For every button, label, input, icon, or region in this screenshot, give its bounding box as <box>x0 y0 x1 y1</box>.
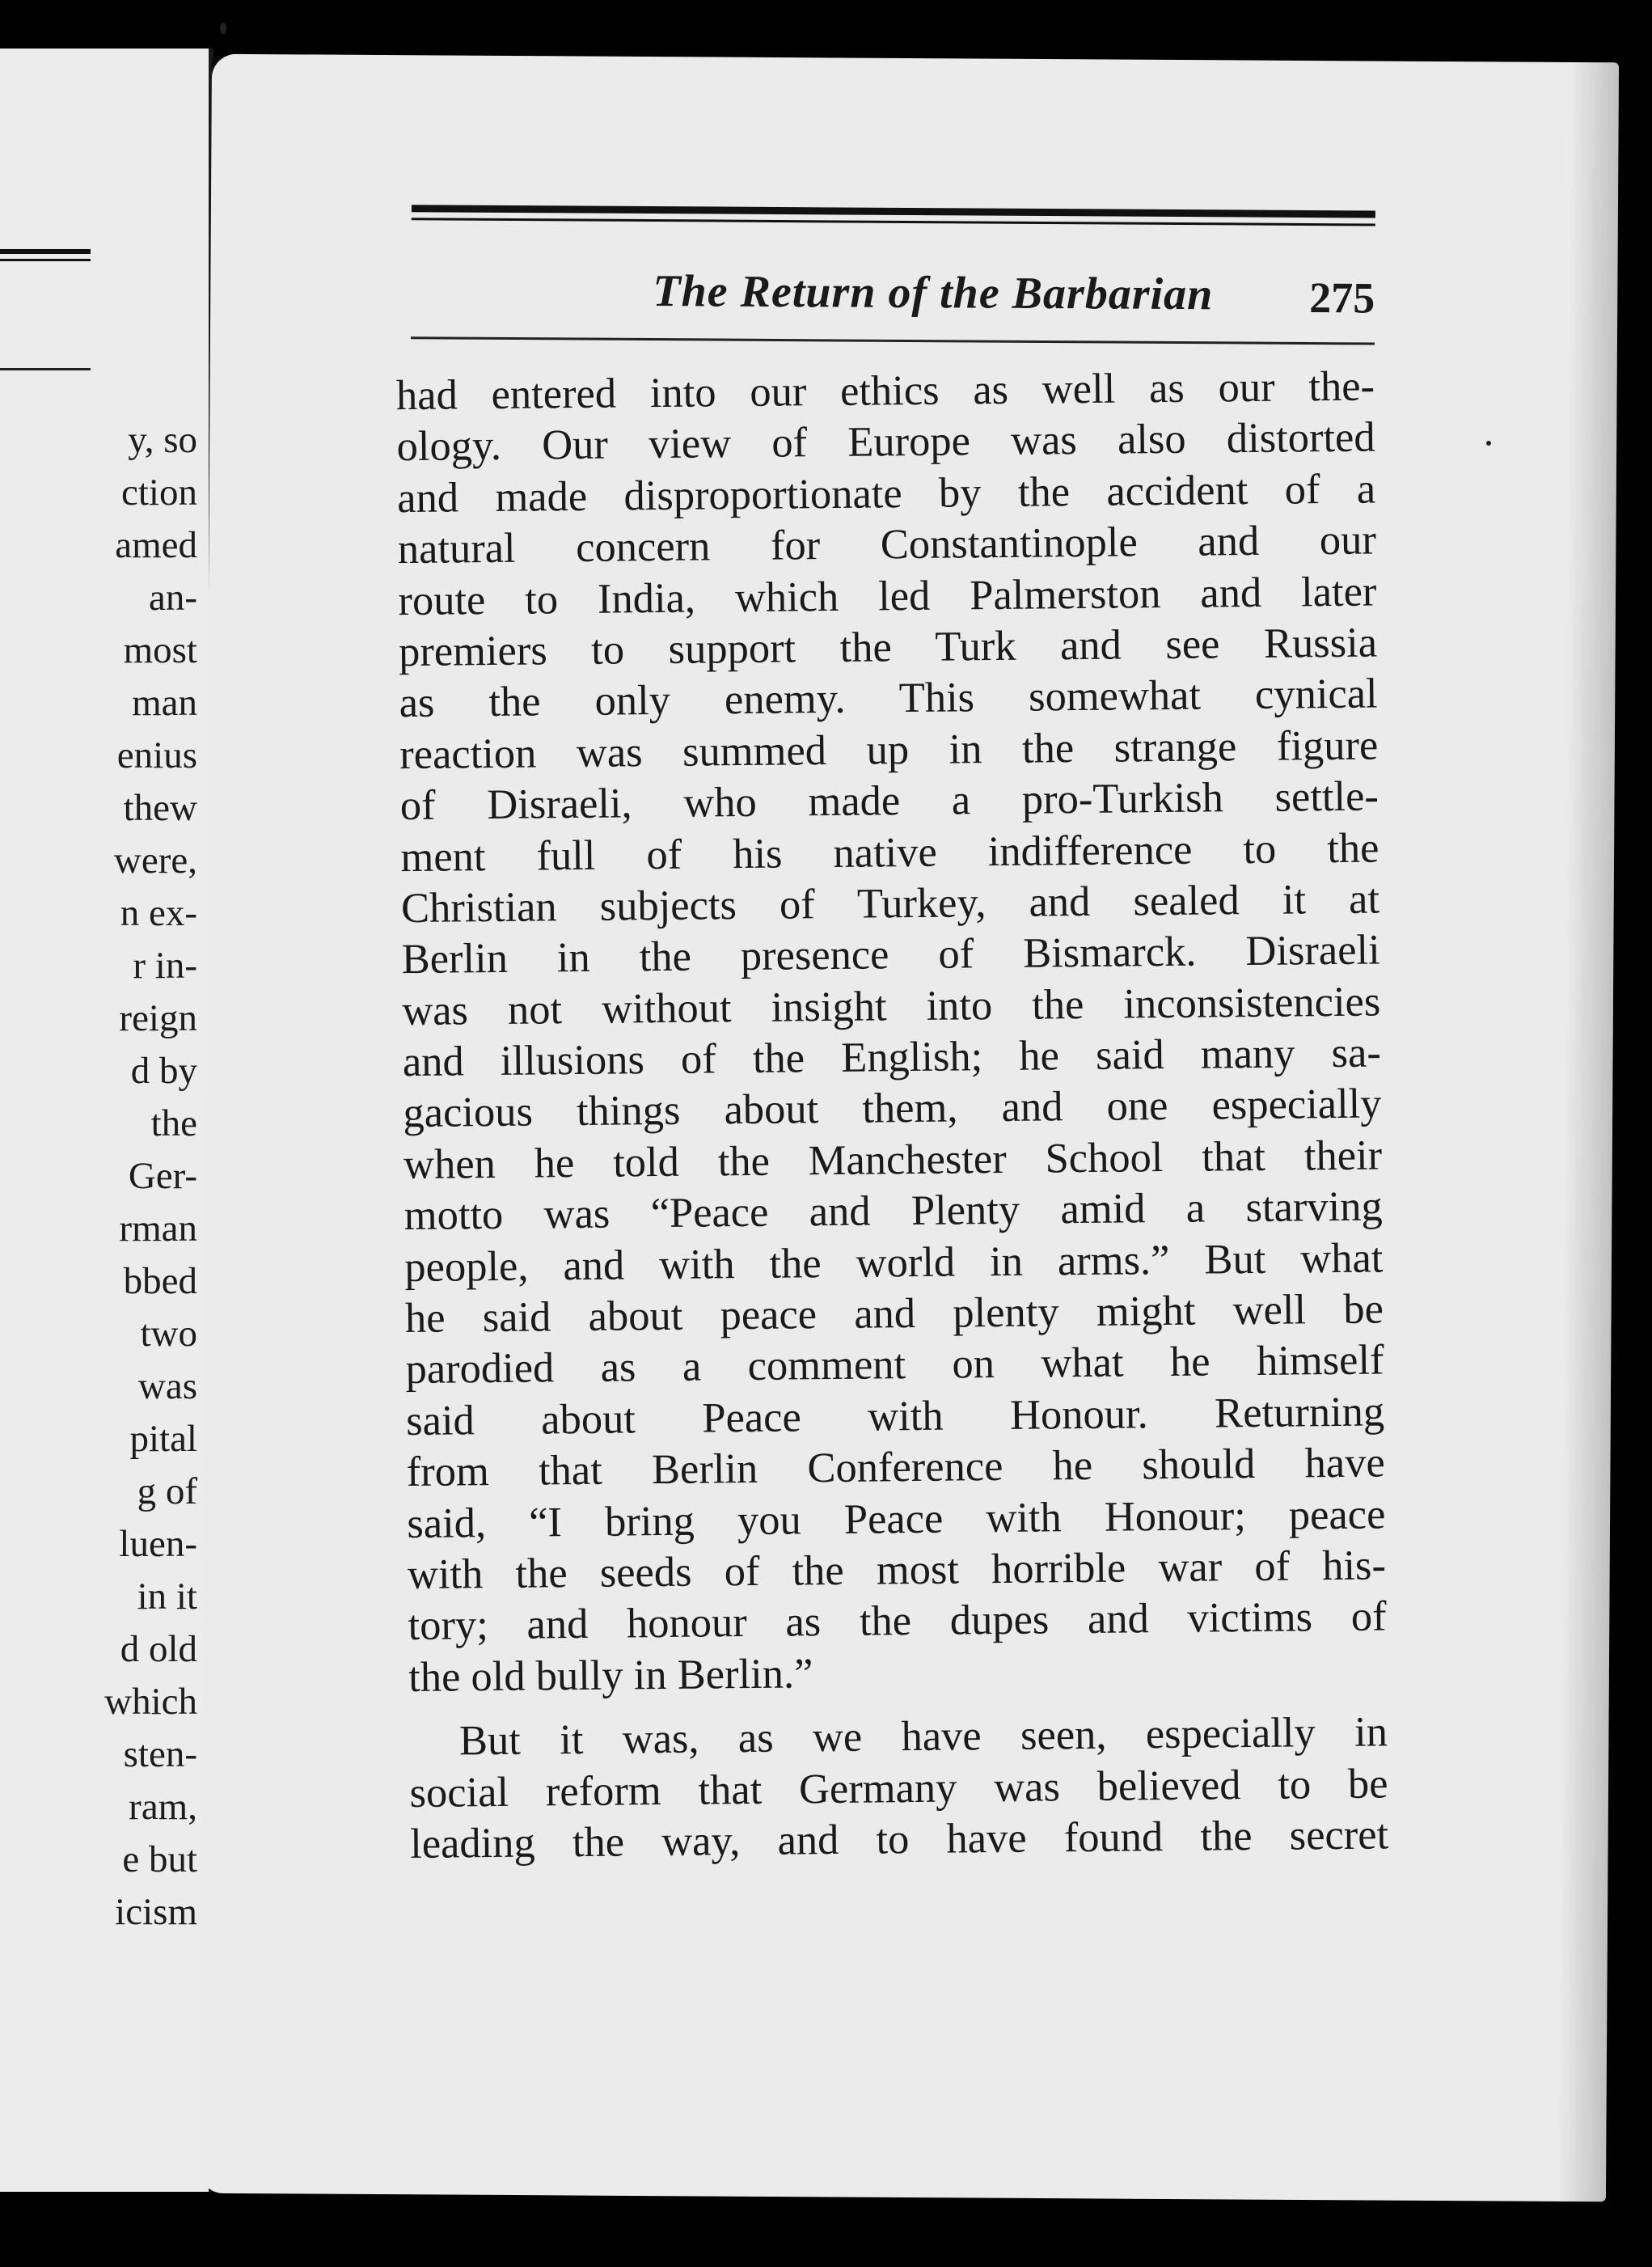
left-page-line: icism <box>115 1891 197 1933</box>
left-page-line: Ger- <box>128 1155 197 1197</box>
paragraph-2 <box>409 1707 1389 1871</box>
text-line: ment full of his native indifference to the <box>400 823 1379 881</box>
left-page-line: n ex- <box>120 892 197 934</box>
text-line: of Disraeli, who made a pro-Turkish settle- <box>399 772 1379 830</box>
text-line: social reform that Germany was believed to be <box>409 1759 1388 1817</box>
text-line: reaction was summed up in the strange figure <box>399 721 1379 778</box>
left-page-line: were, <box>113 840 197 882</box>
text-line: Berlin in the presence of Bismarck. Disraeli <box>401 926 1380 983</box>
running-head <box>411 264 1375 334</box>
text-line: with the seeds of the most horrible war of his- <box>407 1542 1387 1599</box>
text-line: tory; and honour as the dupes and victims of <box>408 1592 1387 1650</box>
left-page-line: which <box>104 1681 197 1723</box>
text-line: gacious things about them, and one especially <box>403 1080 1382 1137</box>
page-number: 275 <box>1309 273 1375 323</box>
left-facing-page <box>0 49 213 2192</box>
left-page-line: ram, <box>129 1786 197 1828</box>
left-page-line: two <box>140 1313 197 1355</box>
text-line: Christian subjects of Turkey, and sealed it at <box>400 875 1380 932</box>
left-page-text-fragments <box>104 414 197 1939</box>
text-line: from that Berlin Conference he should have <box>406 1439 1386 1496</box>
text-line: But it was, as we have seen, especially in <box>458 1708 1388 1765</box>
header-underline-rule <box>411 336 1375 345</box>
paragraph-1 <box>396 361 1388 1703</box>
left-page-line: the <box>150 1102 197 1144</box>
text-line: he said about peace and plenty might well be <box>404 1285 1384 1343</box>
left-page-line: reign <box>119 997 197 1039</box>
text-line: and made disproportionate by the accident of a <box>396 465 1376 522</box>
left-page-line: sten- <box>123 1733 197 1775</box>
page-edge-shadow <box>1557 62 1619 2201</box>
left-page-line: ction <box>121 472 197 514</box>
left-page-line: d by <box>130 1050 197 1092</box>
text-line: when he told the Manchester School that their <box>403 1131 1383 1188</box>
left-page-line: bbed <box>123 1260 197 1302</box>
header-double-rule <box>412 205 1375 226</box>
left-page-line: r in- <box>133 945 197 987</box>
left-page-line: rman <box>119 1208 197 1250</box>
text-line: was not without insight into the inconsistencies <box>402 978 1381 1034</box>
left-page-line: man <box>132 682 197 724</box>
text-line: had entered into our ethics as well as our the- <box>395 362 1375 420</box>
scan-speck <box>220 23 226 34</box>
text-line: natural concern for Constantinople and our <box>397 516 1377 573</box>
left-page-line: in it <box>137 1575 197 1618</box>
text-line: the old bully in Berlin.” <box>408 1649 813 1701</box>
text-line: parodied as a comment on what he himself <box>405 1336 1384 1394</box>
left-page-line: y, so <box>128 419 197 461</box>
left-page-line: most <box>123 629 197 671</box>
left-page-line: thew <box>123 787 197 829</box>
text-line: as the only enemy. This somewhat cynical <box>399 670 1378 727</box>
text-line: and illusions of the English; he said many sa- <box>402 1029 1382 1086</box>
text-line: premiers to support the Turk and see Russia <box>398 619 1378 676</box>
left-page-line: amed <box>115 524 197 566</box>
left-page-line: e but <box>122 1838 197 1880</box>
text-line: ology. Our view of Europe was also distorted <box>396 413 1375 471</box>
text-line: route to India, which led Palmerston and later <box>398 568 1377 624</box>
left-page-line: g of <box>137 1470 197 1512</box>
left-page-line: luen- <box>119 1523 197 1565</box>
text-line: said, “I bring you Peace with Honour; peace <box>407 1491 1386 1547</box>
left-page-header-rule <box>0 249 91 261</box>
left-page-line: enius <box>116 734 197 776</box>
left-page-line: pital <box>129 1418 197 1460</box>
left-page-line: an- <box>148 577 197 619</box>
running-title: The Return of the Barbarian <box>653 266 1214 320</box>
left-page-line: d old <box>120 1628 197 1670</box>
left-page-header-underline <box>0 368 91 370</box>
left-page-line: was <box>137 1365 197 1407</box>
body-text <box>396 361 1389 1870</box>
text-line: leading the way, and to have found the secret <box>409 1811 1389 1867</box>
text-line: said about Peace with Honour. Returning <box>405 1388 1385 1444</box>
text-line: people, and with the world in arms.” But what <box>404 1234 1384 1291</box>
right-page <box>199 54 1619 2202</box>
scan-speck <box>1486 441 1491 446</box>
text-line: motto was “Peace and Plenty amid a starving <box>403 1182 1383 1240</box>
